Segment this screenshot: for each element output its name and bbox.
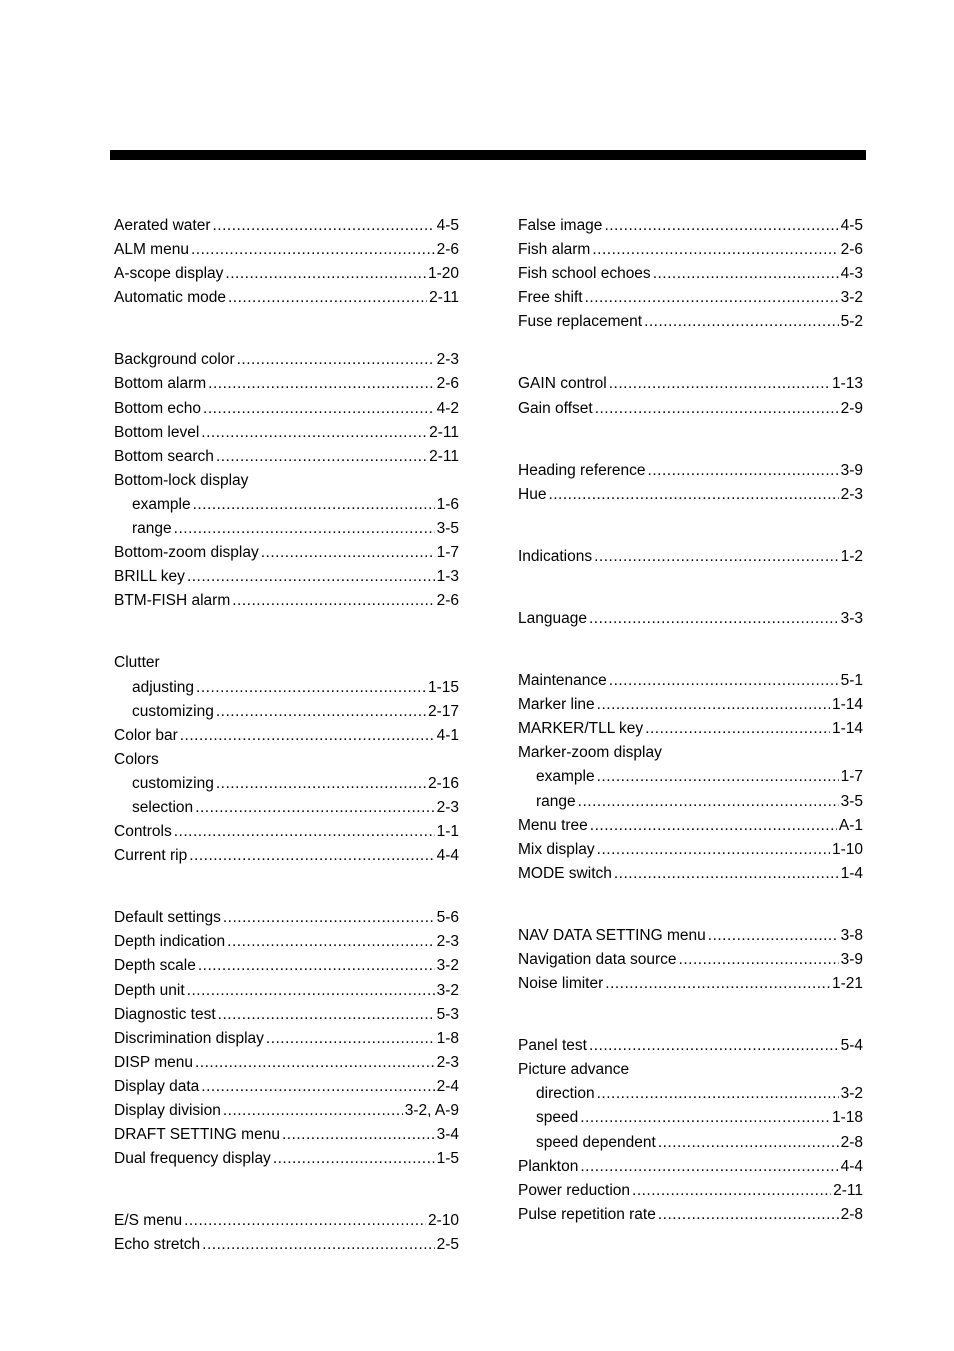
index-term: Aerated water xyxy=(114,217,211,234)
index-page-ref: 1-4 xyxy=(840,864,863,882)
index-term: range xyxy=(132,520,172,538)
leader-dots xyxy=(590,814,837,838)
index-entry xyxy=(114,286,459,310)
index-term: Depth scale xyxy=(114,957,196,975)
index-page-ref: 2-8 xyxy=(840,1133,863,1151)
index-entry xyxy=(114,372,459,396)
index-subentry xyxy=(114,517,459,541)
index-entry xyxy=(518,972,863,996)
leader-dots xyxy=(632,1179,831,1203)
leader-dots xyxy=(708,924,839,948)
index-entry xyxy=(518,838,863,862)
index-subentry xyxy=(114,772,459,796)
leader-dots xyxy=(196,676,426,700)
index-page-ref: 2-9 xyxy=(840,399,863,417)
index-entry xyxy=(518,1034,863,1058)
leader-dots xyxy=(216,445,427,469)
index-term: DRAFT SETTING menu xyxy=(114,1126,280,1144)
index-term: Power reduction xyxy=(518,1181,631,1199)
leader-dots xyxy=(679,948,839,972)
index-subentry xyxy=(518,765,863,789)
index-term: ALM menu xyxy=(114,241,189,259)
index-entry xyxy=(518,310,863,334)
index-page-ref: 3-8 xyxy=(840,926,863,944)
group-gap xyxy=(114,613,459,651)
index-term: Noise limiter xyxy=(518,975,604,993)
index-page-ref: 2-11 xyxy=(833,1181,863,1199)
index-term: Mix display xyxy=(518,840,595,858)
index-column-left xyxy=(114,214,459,1257)
index-entry xyxy=(114,565,459,589)
leader-dots xyxy=(597,765,839,789)
index-entry xyxy=(114,979,459,1003)
index-entry xyxy=(114,651,459,675)
index-page-ref: 2-17 xyxy=(427,702,459,720)
leader-dots xyxy=(203,397,435,421)
index-term: Depth indication xyxy=(114,933,226,951)
group-gap xyxy=(518,996,863,1034)
index-term: range xyxy=(536,792,576,810)
index-term: E/S menu xyxy=(114,1212,183,1230)
index-entry xyxy=(518,607,863,631)
leader-dots xyxy=(589,607,839,631)
index-page-ref: 1-14 xyxy=(831,720,863,738)
header-rule xyxy=(110,150,866,160)
index-term: Fuse replacement xyxy=(518,313,643,331)
index-page-ref: 3-9 xyxy=(840,950,863,968)
index-term: Display data xyxy=(114,1077,200,1095)
index-term: Heading reference xyxy=(518,461,646,479)
leader-dots xyxy=(202,1233,434,1257)
leader-dots xyxy=(594,545,838,569)
group-gap xyxy=(518,334,863,372)
index-entry xyxy=(114,348,459,372)
index-entry xyxy=(114,214,459,238)
index-entry xyxy=(518,262,863,286)
index-entry xyxy=(518,483,863,507)
index-term: adjusting xyxy=(132,678,195,696)
index-page-ref: 1-6 xyxy=(436,495,459,513)
index-term: GAIN control xyxy=(518,375,607,393)
leader-dots xyxy=(597,1082,839,1106)
index-page-ref: 2-11 xyxy=(429,447,459,465)
index-entry xyxy=(518,862,863,886)
index-page-ref: 1-20 xyxy=(427,265,459,283)
group-gap xyxy=(518,507,863,545)
index-page-ref: 2-6 xyxy=(436,592,459,610)
index-term: example xyxy=(536,768,595,786)
index-page-ref: 3-2 xyxy=(840,289,863,307)
index-term: example xyxy=(132,495,191,513)
index-subentry xyxy=(114,700,459,724)
index-page-ref: 2-3 xyxy=(436,933,459,951)
index-entry xyxy=(114,541,459,565)
index-page-ref: 4-3 xyxy=(840,265,863,283)
index-term: Plankton xyxy=(518,1157,579,1175)
leader-dots xyxy=(223,906,435,930)
leader-dots xyxy=(227,930,434,954)
leader-dots xyxy=(266,1027,435,1051)
index-term: Indications xyxy=(518,547,593,565)
leader-dots xyxy=(648,459,839,483)
index-entry xyxy=(114,421,459,445)
index-term: Bottom search xyxy=(114,447,214,465)
leader-dots xyxy=(282,1123,435,1147)
index-page-ref: 5-6 xyxy=(436,909,459,927)
leader-dots xyxy=(225,262,426,286)
index-page-ref: 2-3 xyxy=(436,351,459,369)
index-entry xyxy=(114,469,459,493)
index-entry xyxy=(518,286,863,310)
index-term: Bottom-zoom display xyxy=(114,544,259,562)
leader-dots xyxy=(658,1203,839,1227)
index-entry xyxy=(114,724,459,748)
index-entry xyxy=(518,741,863,765)
leader-dots xyxy=(605,972,830,996)
index-page-ref: 3-2 xyxy=(436,957,459,975)
index-term: Maintenance xyxy=(518,672,607,690)
index-entry xyxy=(114,1233,459,1257)
index-page-ref: 4-5 xyxy=(840,217,863,234)
index-page-ref: 2-3 xyxy=(436,1053,459,1071)
leader-dots xyxy=(580,1106,830,1130)
leader-dots xyxy=(216,772,426,796)
leader-dots xyxy=(592,238,838,262)
index-page-ref: A-1 xyxy=(838,816,863,834)
index-term: DISP menu xyxy=(114,1053,193,1071)
index-entry xyxy=(114,589,459,613)
index-page-ref: 2-5 xyxy=(436,1236,459,1254)
index-page-ref: 1-18 xyxy=(831,1109,863,1127)
leader-dots xyxy=(180,724,435,748)
index-term: Navigation data source xyxy=(518,950,677,968)
index-entry xyxy=(114,1027,459,1051)
index-entry xyxy=(114,1209,459,1233)
index-subentry xyxy=(518,790,863,814)
group-gap xyxy=(518,421,863,459)
index-page-ref: 3-2 xyxy=(436,981,459,999)
index-page-ref: 2-3 xyxy=(436,798,459,816)
leader-dots xyxy=(604,214,838,238)
index-page-ref: 2-11 xyxy=(429,423,459,441)
index-term: Current rip xyxy=(114,847,188,865)
group-gap xyxy=(518,631,863,669)
index-page-ref: 2-8 xyxy=(840,1205,863,1223)
leader-dots xyxy=(232,589,434,613)
leader-dots xyxy=(187,565,435,589)
index-term: Dual frequency display xyxy=(114,1150,271,1168)
leader-dots xyxy=(597,838,830,862)
index-entry xyxy=(518,669,863,693)
index-page-ref: 1-3 xyxy=(436,568,459,586)
index-page-ref: 1-8 xyxy=(436,1029,459,1047)
index-page-ref: 3-9 xyxy=(840,461,863,479)
index-entry xyxy=(518,924,863,948)
index-term: A-scope display xyxy=(114,265,224,283)
index-page-ref: 2-3 xyxy=(840,485,863,503)
index-entry xyxy=(114,1075,459,1099)
index-term: Panel test xyxy=(518,1037,587,1055)
leader-dots xyxy=(191,238,435,262)
index-term: Fish alarm xyxy=(518,241,591,259)
index-term: direction xyxy=(536,1085,595,1103)
group-gap xyxy=(114,1171,459,1209)
index-page-ref: 1-14 xyxy=(831,696,863,714)
index-entry xyxy=(114,954,459,978)
index-page-ref: 4-5 xyxy=(436,217,459,234)
index-term: Colors xyxy=(114,750,159,768)
index-page-ref: 1-1 xyxy=(436,823,459,841)
index-page-ref: 5-1 xyxy=(840,672,863,690)
leader-dots xyxy=(644,310,839,334)
group-gap xyxy=(114,310,459,348)
index-term: Bottom-lock display xyxy=(114,471,249,489)
index-page-ref: 1-2 xyxy=(840,547,863,565)
index-term: Picture advance xyxy=(518,1061,630,1079)
index-entry xyxy=(518,459,863,483)
index-page-ref: 2-11 xyxy=(429,289,459,307)
group-gap xyxy=(114,868,459,906)
index-entry xyxy=(114,748,459,772)
index-page-ref: 3-5 xyxy=(436,520,459,538)
index-entry xyxy=(114,445,459,469)
index-entry xyxy=(114,906,459,930)
leader-dots xyxy=(198,954,435,978)
leader-dots xyxy=(548,483,838,507)
index-term: Display division xyxy=(114,1102,221,1119)
leader-dots xyxy=(609,372,830,396)
leader-dots xyxy=(585,286,839,310)
index-entry xyxy=(114,1147,459,1171)
index-page-ref: 2-4 xyxy=(436,1077,459,1095)
leader-dots xyxy=(174,820,435,844)
leader-dots xyxy=(609,669,839,693)
index-term: Menu tree xyxy=(518,816,588,834)
index-entry xyxy=(114,397,459,421)
index-entry xyxy=(114,1051,459,1075)
group-gap xyxy=(518,569,863,607)
index-entry xyxy=(518,693,863,717)
index-page-ref: 2-6 xyxy=(436,241,459,259)
leader-dots xyxy=(595,397,839,421)
index-page-ref: 3-2, A-9 xyxy=(404,1102,459,1119)
group-gap xyxy=(518,886,863,924)
index-page-ref: 3-3 xyxy=(840,609,863,627)
index-subentry xyxy=(518,1082,863,1106)
index-page-ref: 5-4 xyxy=(840,1037,863,1055)
index-page-ref: 3-4 xyxy=(436,1126,459,1144)
index-term: Language xyxy=(518,609,587,627)
leader-dots xyxy=(189,844,434,868)
leader-dots xyxy=(614,862,839,886)
index-term: customizing xyxy=(132,702,214,720)
leader-dots xyxy=(653,262,839,286)
index-term: BTM-FISH alarm xyxy=(114,592,231,610)
index-entry xyxy=(114,1003,459,1027)
index-term: Depth unit xyxy=(114,981,185,999)
index-page-ref: 1-13 xyxy=(831,375,863,393)
index-entry xyxy=(114,930,459,954)
index-page-ref: 1-7 xyxy=(436,544,459,562)
leader-dots xyxy=(228,286,427,310)
leader-dots xyxy=(216,700,426,724)
index-page-ref: 4-4 xyxy=(840,1157,863,1175)
index-page-ref: 2-10 xyxy=(427,1212,459,1230)
leader-dots xyxy=(201,1075,434,1099)
index-entry xyxy=(518,1058,863,1082)
leader-dots xyxy=(213,214,435,238)
index-entry xyxy=(114,1099,459,1123)
leader-dots xyxy=(597,693,830,717)
leader-dots xyxy=(208,372,434,396)
leader-dots xyxy=(578,790,839,814)
index-term: Bottom level xyxy=(114,423,200,441)
index-term: Hue xyxy=(518,485,547,503)
leader-dots xyxy=(658,1131,839,1155)
index-page-ref: 4-4 xyxy=(436,847,459,865)
index-entry xyxy=(518,1155,863,1179)
leader-dots xyxy=(193,493,435,517)
index-page-ref: 5-3 xyxy=(436,1005,459,1023)
index-page-ref: 2-16 xyxy=(427,774,459,792)
index-term: speed xyxy=(536,1109,579,1127)
leader-dots xyxy=(223,1099,403,1123)
index-entry xyxy=(518,717,863,741)
leader-dots xyxy=(237,348,435,372)
index-term: Echo stretch xyxy=(114,1236,201,1254)
index-term: Color bar xyxy=(114,726,178,744)
index-page-ref: 1-5 xyxy=(436,1150,459,1168)
index-term: Bottom alarm xyxy=(114,375,207,393)
index-term: Gain offset xyxy=(518,399,593,417)
index-page-ref: 1-7 xyxy=(840,768,863,786)
index-term: Marker line xyxy=(518,696,595,714)
index-subentry xyxy=(518,1131,863,1155)
index-page-ref: 2-6 xyxy=(840,241,863,259)
index-entry xyxy=(518,814,863,838)
index-page-ref: 4-1 xyxy=(436,726,459,744)
leader-dots xyxy=(645,717,830,741)
index-page-ref: 1-10 xyxy=(831,840,863,858)
index-term: False image xyxy=(518,217,603,234)
index-entry xyxy=(518,1179,863,1203)
index-term: Automatic mode xyxy=(114,289,226,307)
index-entry xyxy=(518,397,863,421)
index-entry xyxy=(114,1123,459,1147)
index-term: Controls xyxy=(114,823,172,841)
leader-dots xyxy=(201,421,427,445)
index-column-right xyxy=(518,214,863,1227)
index-term: Default settings xyxy=(114,909,221,927)
leader-dots xyxy=(273,1147,435,1171)
index-page-ref: 1-21 xyxy=(831,975,863,993)
index-term: customizing xyxy=(132,774,214,792)
leader-dots xyxy=(187,979,435,1003)
index-term: MARKER/TLL key xyxy=(518,720,644,738)
index-term: MODE switch xyxy=(518,864,612,882)
index-term: selection xyxy=(132,798,194,816)
index-entry xyxy=(518,214,863,238)
index-term: Bottom echo xyxy=(114,399,202,417)
index-entry xyxy=(114,262,459,286)
index-page-ref: 1-15 xyxy=(427,678,459,696)
index-page-ref: 2-6 xyxy=(436,375,459,393)
index-page-ref: 4-2 xyxy=(436,399,459,417)
leader-dots xyxy=(195,1051,435,1075)
leader-dots xyxy=(589,1034,839,1058)
index-entry xyxy=(114,820,459,844)
index-subentry xyxy=(114,493,459,517)
index-term: speed dependent xyxy=(536,1133,656,1151)
index-term: Marker-zoom display xyxy=(518,744,662,762)
index-page-ref: 5-2 xyxy=(840,313,863,331)
index-entry xyxy=(114,844,459,868)
index-subentry xyxy=(114,676,459,700)
index-term: BRILL key xyxy=(114,568,185,586)
index-page-ref: 3-5 xyxy=(840,792,863,810)
index-term: Free shift xyxy=(518,289,583,307)
index-entry xyxy=(518,1203,863,1227)
index-term: Diagnostic test xyxy=(114,1005,216,1023)
index-entry xyxy=(114,238,459,262)
leader-dots xyxy=(580,1155,838,1179)
index-term: Fish school echoes xyxy=(518,265,651,283)
leader-dots xyxy=(218,1003,435,1027)
index-term: Clutter xyxy=(114,654,160,672)
index-term: Pulse repetition rate xyxy=(518,1205,656,1223)
index-term: Background color xyxy=(114,351,235,369)
index-subentry xyxy=(518,1106,863,1130)
index-entry xyxy=(518,948,863,972)
leader-dots xyxy=(174,517,435,541)
index-entry xyxy=(518,372,863,396)
index-term: Discrimination display xyxy=(114,1029,264,1047)
index-page-ref: 3-2 xyxy=(840,1085,863,1103)
index-entry xyxy=(518,545,863,569)
leader-dots xyxy=(195,796,434,820)
index-term: NAV DATA SETTING menu xyxy=(518,926,706,944)
index-subentry xyxy=(114,796,459,820)
leader-dots xyxy=(184,1209,426,1233)
leader-dots xyxy=(261,541,435,565)
index-entry xyxy=(518,238,863,262)
